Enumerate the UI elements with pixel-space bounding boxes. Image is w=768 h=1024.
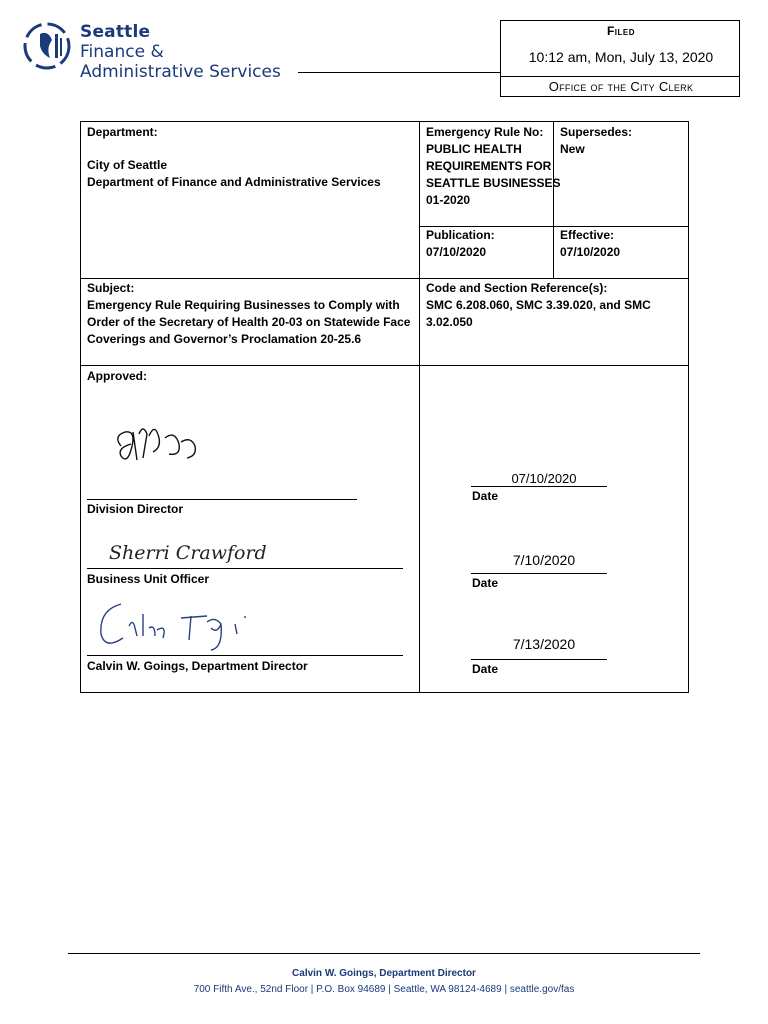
publication-label: Publication: xyxy=(426,228,495,242)
date-value-1: 07/10/2020 xyxy=(511,471,577,486)
subject-line-2: Order of the Secretary of Health 20-03 on Statewide Face xyxy=(87,315,411,329)
code-ref-line-1: SMC 6.208.060, SMC 3.39.020, and SMC xyxy=(426,298,651,312)
division-director-title: Division Director xyxy=(87,502,184,516)
filed-title: Filed xyxy=(606,24,636,38)
rule-no-line-2: REQUIREMENTS FOR xyxy=(426,159,552,173)
department-director-signature xyxy=(95,594,265,654)
col-divider-right xyxy=(553,122,554,278)
date-value-3: 7/13/2020 xyxy=(512,636,576,652)
supersedes-label: Supersedes: xyxy=(560,125,633,139)
rule-table xyxy=(80,121,689,693)
code-ref-line-2: 3.02.050 xyxy=(426,315,473,329)
row-divider-approved xyxy=(81,365,688,366)
logo-text xyxy=(80,22,281,82)
footer-divider xyxy=(68,953,700,954)
subject-line-3: Coverings and Governor’s Proclamation 20-25.6 xyxy=(87,332,362,346)
filed-office: Office of the City Clerk xyxy=(548,79,694,94)
date-value-2: 7/10/2020 xyxy=(512,552,576,568)
date-label-3: Date xyxy=(472,662,499,676)
supersedes-value: New xyxy=(560,142,585,156)
rule-no-line-3: SEATTLE BUSINESSES xyxy=(426,176,561,190)
date-line-3 xyxy=(471,659,607,660)
department-director-signature-line xyxy=(87,655,403,656)
col-divider-main xyxy=(419,122,420,692)
seattle-fas-logo xyxy=(22,20,312,90)
department-label: Department: xyxy=(87,125,158,139)
seattle-logo-icon xyxy=(22,20,72,72)
business-unit-officer-signature-line xyxy=(87,568,403,569)
logo-line-1: Seattle xyxy=(80,22,151,42)
date-label-1: Date xyxy=(472,489,499,503)
effective-label: Effective: xyxy=(560,228,615,242)
footer-address: 700 Fifth Ave., 52nd Floor | P.O. Box 94689 | Seattle, WA 98124-4689 | seattle.gov/fas xyxy=(193,984,575,995)
effective-value: 07/10/2020 xyxy=(560,245,621,259)
rule-no-label: Emergency Rule No: xyxy=(426,125,544,139)
header-divider xyxy=(298,72,500,73)
date-line-1 xyxy=(471,486,607,487)
date-label-2: Date xyxy=(472,576,499,590)
department-name: Department of Finance and Administrative Services xyxy=(87,175,381,189)
subject-label: Subject: xyxy=(87,281,135,295)
logo-line-3: Administrative Services xyxy=(80,62,281,82)
division-director-signature-line xyxy=(87,499,357,500)
filed-divider xyxy=(501,76,739,77)
publication-value: 07/10/2020 xyxy=(426,245,487,259)
department-director-title: Calvin W. Goings, Department Director xyxy=(87,659,308,673)
subject-line-1: Emergency Rule Requiring Businesses to Comply with xyxy=(87,298,400,312)
rule-no-line-4: 01-2020 xyxy=(426,193,471,207)
division-director-signature xyxy=(109,412,219,472)
row-divider-subject xyxy=(81,278,688,279)
footer-director: Calvin W. Goings, Department Director xyxy=(292,968,476,979)
logo-line-2: Finance & xyxy=(80,42,164,62)
rule-no-line-1: PUBLIC HEALTH xyxy=(426,142,522,156)
business-unit-officer-title: Business Unit Officer xyxy=(87,572,210,586)
date-line-2 xyxy=(471,573,607,574)
business-unit-officer-signature: Sherri Crawford xyxy=(109,542,267,564)
department-city: City of Seattle xyxy=(87,158,168,172)
approved-label: Approved: xyxy=(87,369,147,383)
filed-stamp xyxy=(500,20,740,97)
code-ref-label: Code and Section Reference(s): xyxy=(426,281,608,295)
filed-timestamp: 10:12 am, Mon, July 13, 2020 xyxy=(528,49,714,65)
